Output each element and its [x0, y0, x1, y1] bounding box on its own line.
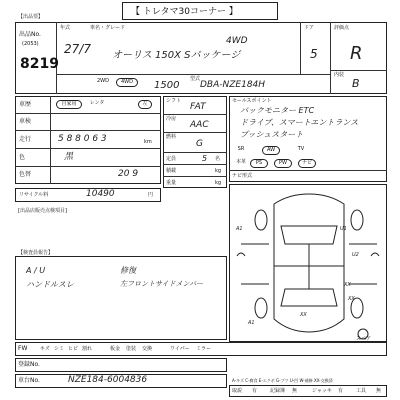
cc-value: 1500: [154, 80, 180, 91]
year-label: 年式: [60, 25, 71, 31]
divider: [300, 22, 301, 74]
shift-value: FAT: [190, 102, 206, 112]
color-value: 黒: [64, 152, 74, 162]
divider: [330, 22, 331, 94]
recycle-label: リサイクル料: [19, 192, 49, 198]
manual-yes: 有: [252, 388, 258, 394]
damage-mark-a1-2: A1: [248, 320, 255, 326]
color-change-value: 20 9: [118, 169, 139, 179]
mid-item-paint: 塗装: [126, 346, 137, 352]
divider: [229, 170, 387, 171]
color-label: 色: [19, 154, 26, 161]
recycle-value: 10490: [86, 189, 115, 199]
fw-item-crack: ヒビ: [68, 346, 79, 352]
fw-item-scratch: キズ: [40, 346, 50, 352]
model-value: オーリス 150X Sパッケージ: [112, 50, 241, 61]
score-label: 評価点: [334, 25, 350, 31]
option-tv: TV: [292, 146, 310, 153]
damage-legend: A-キズ C-腐食 E-エクボ G-ブツ U-凹 W-補修 XX-交換済: [232, 378, 333, 383]
score-value: R: [350, 43, 363, 64]
year-value: 27/7: [64, 42, 91, 56]
registration-label: 登録No.: [18, 361, 40, 368]
record-no: 無: [292, 388, 298, 394]
selling-point-label: セールスポイント: [232, 98, 272, 104]
damage-mark-u1: U1: [340, 226, 347, 232]
history-label: 車歴: [19, 101, 32, 108]
jack-yes: 有: [338, 388, 344, 394]
chassis-value: NZE184-6004836: [68, 375, 148, 385]
load-unit: kg: [215, 168, 222, 174]
divider: [50, 96, 51, 184]
handle-left-pill: 左: [138, 100, 152, 109]
shift-label: シフト: [166, 98, 182, 104]
divider: [56, 74, 330, 75]
option-aw: AW: [262, 146, 280, 155]
weight-unit: kg: [215, 180, 222, 186]
name-label: 車名・グレード: [90, 25, 126, 31]
damage-mark-xx-2: XX: [348, 296, 355, 302]
option-navi: ナビ: [298, 159, 316, 168]
mileage-unit: km: [144, 139, 152, 145]
car-diagram: [229, 184, 387, 342]
history-rental-pill: レンタ: [86, 100, 108, 107]
mid-item-replace: 交換: [142, 346, 153, 352]
banner-box: [122, 2, 278, 20]
recycle-unit: 円: [148, 192, 154, 198]
tool-label: 工具: [356, 388, 367, 394]
manual-label: 取説: [232, 388, 243, 394]
divider: [15, 113, 161, 114]
interior-label: 内装: [334, 72, 345, 78]
selling-line-1: バックモニター ETC: [240, 106, 315, 115]
color-change-label: 色替: [19, 171, 32, 178]
weight-label: 重量: [166, 180, 177, 186]
capacity-unit: 名: [215, 156, 221, 162]
spare-label: スペア: [356, 336, 372, 342]
ac-value: AAC: [190, 120, 209, 130]
fw-item-broken: 割れ: [82, 346, 93, 352]
selling-line-2: ドライブ、スマートエントランス: [240, 118, 359, 127]
fw-item-stain: シミ: [54, 346, 65, 352]
damage-mark-a1: A1: [236, 226, 243, 232]
option-ps: PS: [250, 159, 268, 168]
drive-2wd: 2WD: [92, 78, 114, 85]
damage-mark-xx-1: XX: [344, 282, 351, 288]
fuel-value: G: [196, 139, 203, 149]
report-left-line-2: ハンドルスレ: [26, 280, 74, 289]
history-private-pill: 自家用: [56, 100, 82, 109]
section-label: 【出品票】: [18, 14, 44, 20]
option-leather: 本革: [232, 159, 250, 166]
divider: [15, 166, 161, 167]
tail-item-wiper: ワイパー: [170, 346, 190, 352]
damage-mark-xx-3: XX: [300, 312, 307, 318]
damage-mark-u2: U2: [352, 252, 359, 258]
divider: [15, 130, 161, 131]
mid-item-sheet: 板金: [110, 346, 121, 352]
option-sr: SR: [232, 146, 250, 153]
navi-type-label: ナビ形式: [232, 173, 253, 179]
door-value: 5: [310, 47, 318, 61]
fw-label: FW: [18, 345, 28, 352]
fuel-label: 燃料: [166, 134, 177, 140]
lot-label: 出品No.: [19, 31, 41, 38]
inspection-title: 【検査員報告】: [18, 250, 54, 256]
mileage-label: 走行: [19, 136, 32, 143]
divider: [330, 70, 387, 71]
divider: [163, 176, 227, 177]
door-label: ドア: [304, 25, 314, 31]
drive-4wd: 4WD: [116, 78, 138, 87]
capacity-label: 定員: [166, 156, 177, 162]
divider: [163, 164, 227, 165]
type-label: 型式: [190, 76, 201, 82]
record-label: 記録簿: [270, 388, 286, 394]
report-left-line-1: A / U: [26, 266, 46, 275]
divider: [163, 152, 227, 153]
divider: [163, 114, 227, 115]
divider: [163, 132, 227, 133]
type-value: DBA-NZE184H: [200, 80, 266, 90]
divider: [15, 148, 161, 149]
selling-line-3: プッシュスタート: [240, 130, 304, 139]
registration-row: [15, 358, 227, 372]
jack-label: ジャッキ: [312, 388, 332, 394]
lot-note: (2053): [22, 41, 39, 47]
inspection-label: 車検: [19, 118, 32, 125]
report-right-line-2: 左フロントサイドメンバー: [120, 280, 203, 288]
tail-item-mirror: ミラー: [196, 346, 212, 352]
option-pw: PW: [274, 159, 292, 168]
lot-number: 8219: [20, 56, 59, 72]
seller-note: [出品店販売点検項目]: [18, 208, 67, 214]
ac-label: 冷房: [166, 116, 177, 122]
report-right-line-1: 修復: [120, 266, 136, 275]
capacity-value: 5: [202, 154, 208, 163]
drive-value: 4WD: [226, 36, 248, 46]
load-label: 積載: [166, 168, 177, 174]
chassis-label: 車台No.: [18, 377, 40, 384]
mileage-value: 5 8 8 0 6 3: [58, 134, 107, 144]
banner-title: 【 トレタマ30コーナー 】: [131, 7, 238, 17]
tool-no: 無: [376, 388, 382, 394]
interior-value: B: [352, 77, 360, 90]
